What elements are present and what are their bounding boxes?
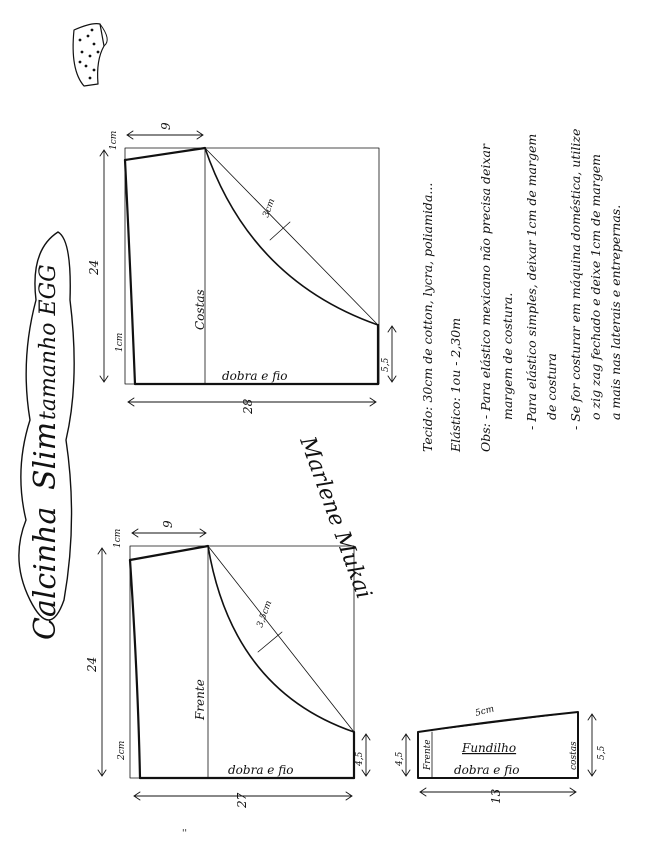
back-width: 28 [241,398,255,414]
title-part3: tamanho EGG [36,264,61,420]
note-obs-3: de costura [544,353,559,420]
title-part2: Slim [28,421,63,490]
back-height: 24 [87,259,101,275]
front-curve-depth: 3,5cm [255,599,275,630]
gusset-piece [395,704,607,804]
front-piece [85,520,370,809]
back-label: Costas [193,289,207,330]
gusset-back-label: costas [569,741,579,770]
back-fold-label: dobra e fio [222,369,288,383]
gusset-front-label: Frente [423,739,433,770]
back-side-offset: 1cm [115,332,125,352]
gusset-width: 13 [489,788,503,804]
back-crotch-height: 5,5 [381,357,391,372]
back-piece [87,122,396,415]
note-obs-0: Obs: - Para elástico mexicano não precisa deixar [478,144,493,452]
gusset-label: Fundilho [462,741,517,755]
back-waist-width: 9 [159,122,173,130]
gusset-front-height: 4,5 [395,751,405,766]
note-obs-5: o zig zag fechado e deixe 1cm de margem [588,154,603,420]
back-top-offset: 1cm [109,130,119,150]
note-obs-4: - Se for costurar em máquina doméstica, utilize [568,128,583,430]
front-fold-label: dobra e fio [228,763,294,777]
front-width: 27 [235,792,249,808]
gusset-curve: 5cm [474,704,496,719]
gusset-back-height: 5,5 [597,745,607,760]
title-banner [19,232,74,640]
note-obs-6: a mais nas laterais e entrepernas. [608,204,623,420]
gusset-fold-label: dobra e fio [454,763,520,777]
front-height: 24 [85,656,99,672]
front-side-offset: 2cm [117,740,127,760]
front-crotch-height: 4,5 [355,751,365,766]
signature: Marlene Mukai [294,433,377,603]
front-label: Frente [193,679,207,720]
note-elastic: Elástico: 1ou - 2,30m [448,317,463,452]
note-fabric: Tecido: 30cm de cotton, lycra, poliamida... [420,182,435,452]
front-waist-width: 9 [161,520,175,528]
note-obs-1: margem de costura. [500,292,515,420]
notes-block [420,129,623,453]
corner-mark: '' [182,829,187,839]
title-part1: Calcinha [28,506,63,640]
back-curve-depth: 3cm [261,197,278,220]
panty-thumbnail [73,24,107,86]
note-obs-2: - Para elástico simples, deixar 1cm de margem [524,133,539,430]
front-top-offset: 1cm [113,528,123,548]
